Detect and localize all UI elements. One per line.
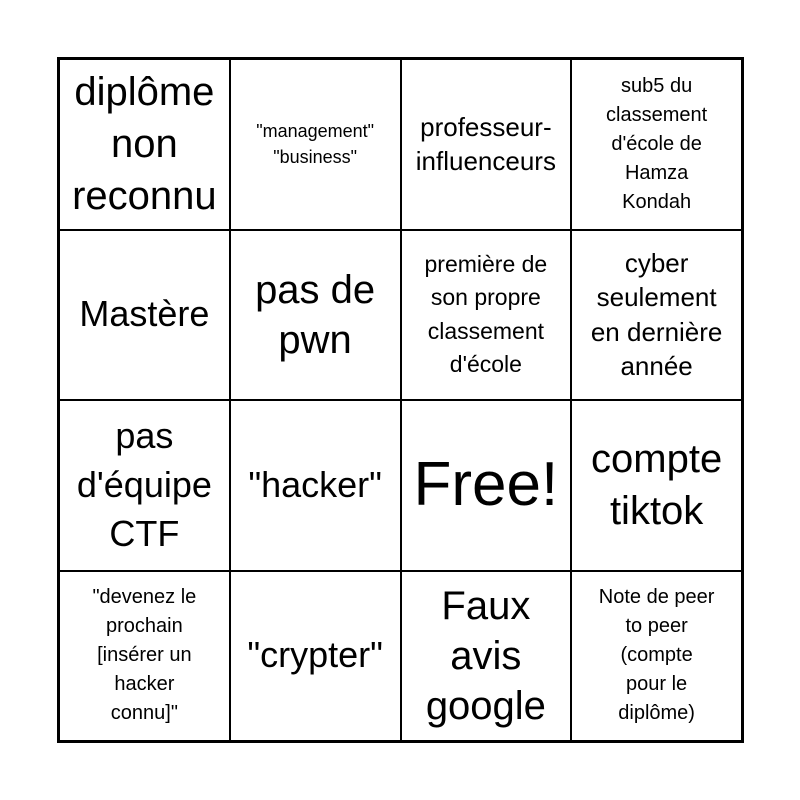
bingo-cell[interactable]	[59, 230, 230, 401]
bingo-cell[interactable]	[571, 59, 742, 230]
cell-text: "management" "business"	[256, 121, 375, 168]
cell-text: professeur- influenceurs	[415, 111, 556, 177]
cell-text: Note de peer to peer (compte pour le diplôme)	[598, 586, 715, 725]
cell-text: compte tiktok	[591, 437, 723, 534]
bingo-cell[interactable]	[230, 230, 401, 401]
cell-text: Mastère	[79, 293, 210, 335]
cell-text: pas de pwn	[255, 267, 376, 362]
bingo-cell[interactable]	[571, 400, 742, 571]
bingo-cell[interactable]	[401, 571, 572, 742]
bingo-cell[interactable]	[230, 59, 401, 230]
cell-text: cyber seulement en dernière année	[590, 248, 723, 382]
bingo-cell[interactable]	[59, 59, 230, 230]
cell-text: pas d'équipe CTF	[76, 415, 212, 554]
cell-text: "crypter"	[247, 634, 383, 676]
cell-text: sub5 du classement d'école de Hamza Kondah	[606, 74, 708, 213]
bingo-cell[interactable]	[401, 59, 572, 230]
bingo-cell[interactable]	[401, 230, 572, 401]
bingo-cell[interactable]	[230, 571, 401, 742]
free-cell[interactable]	[401, 400, 572, 571]
bingo-cell[interactable]	[230, 400, 401, 571]
bingo-cell[interactable]	[59, 571, 230, 742]
bingo-board	[57, 57, 744, 743]
cell-text: diplôme non reconnu	[72, 70, 217, 219]
cell-text: première de son propre classement d'école	[424, 251, 548, 378]
bingo-cell[interactable]	[59, 400, 230, 571]
cell-text: "hacker"	[248, 463, 382, 505]
bingo-cell[interactable]	[571, 571, 742, 742]
cell-text: Free!	[413, 450, 559, 520]
bingo-cell[interactable]	[571, 230, 742, 401]
cell-text: "devenez le prochain [insérer un hacker connu]"	[92, 586, 197, 725]
cell-text: Faux avis google	[425, 583, 546, 728]
